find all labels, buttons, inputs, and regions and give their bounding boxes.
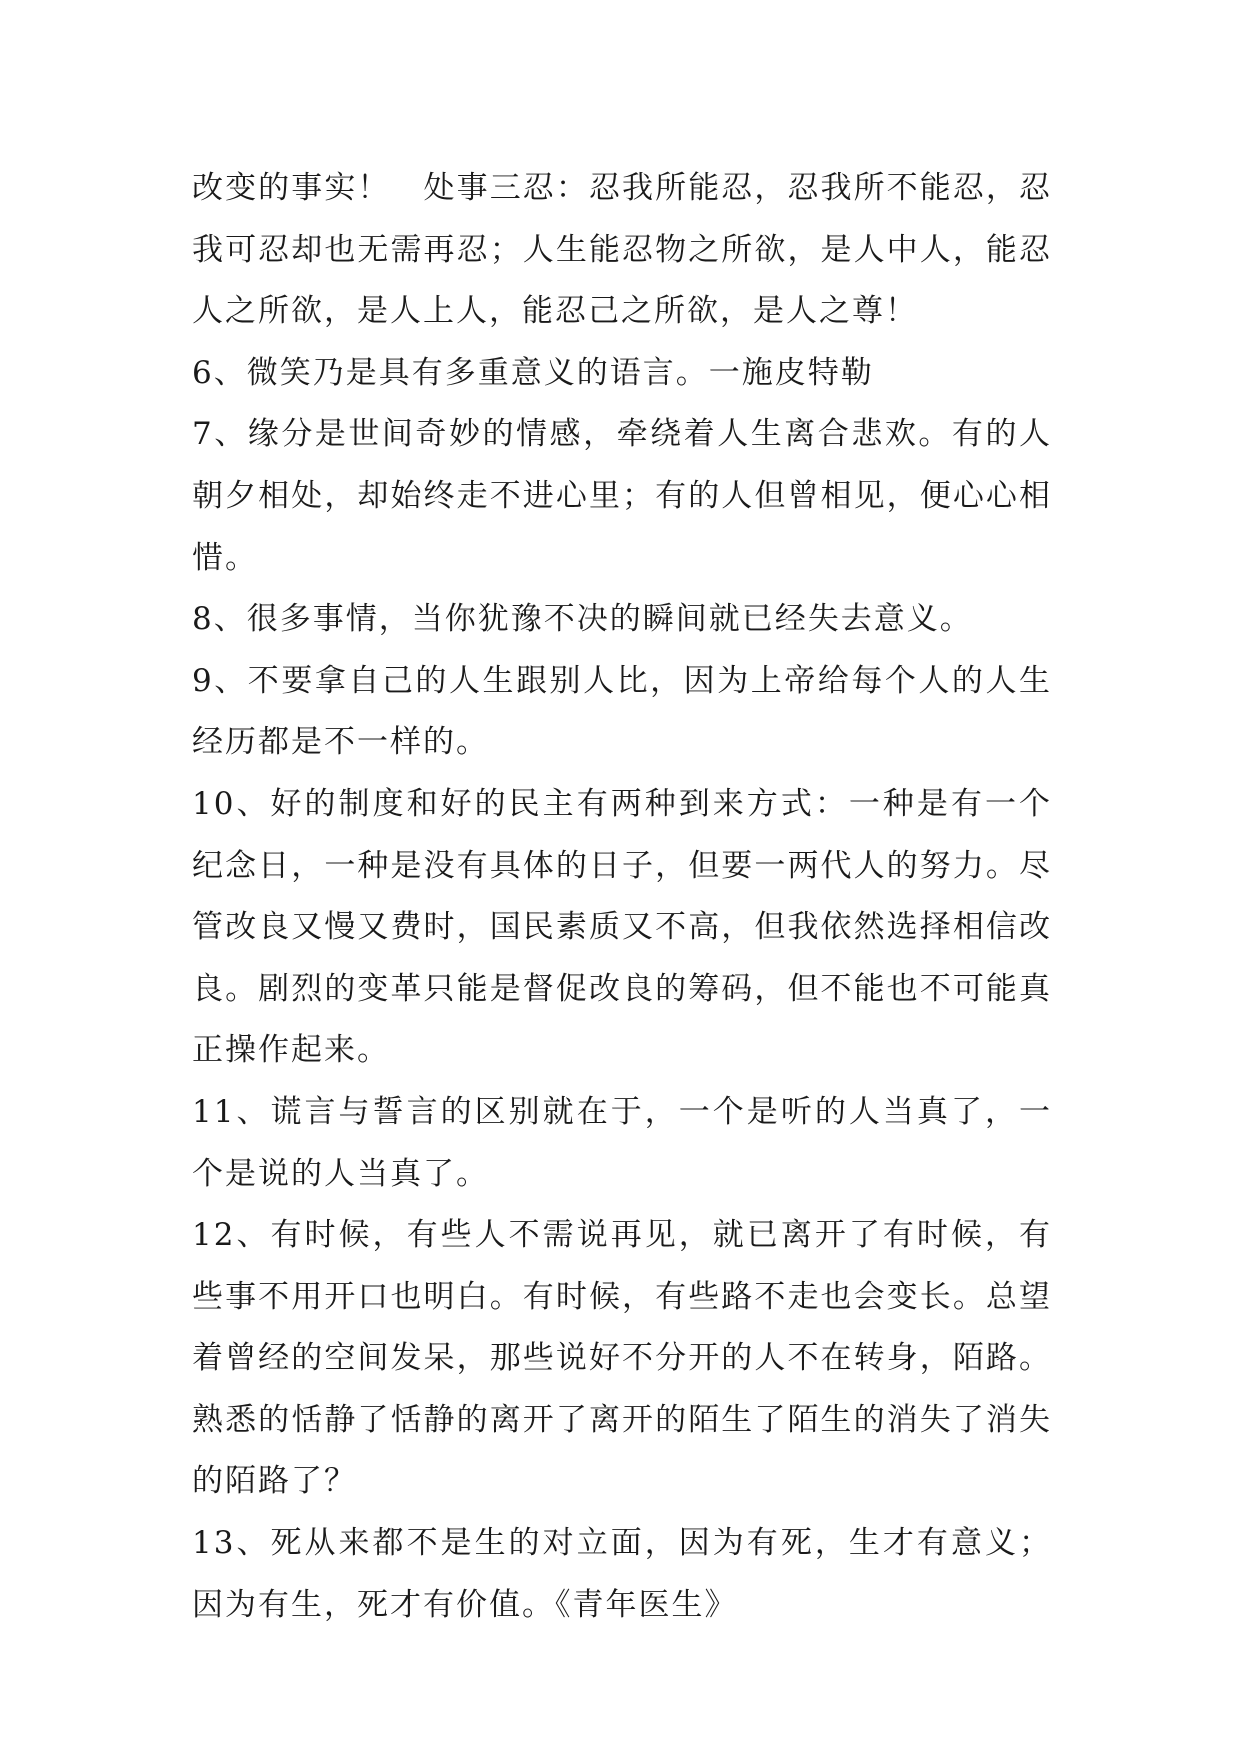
document-body <box>192 158 1052 1636</box>
paragraph-item-12: 12、有时候，有些人不需说再见，就已离开了有时候，有些事不用开口也明白。有时候，有些路不走也会变长。总望着曾经的空间发呆，那些说好不分开的人不在转身，陌路。熟悉的恬静了恬静的离开了离开的陌生了陌生的消失了消失的陌路了？ <box>192 1217 1052 1500</box>
paragraph-item-8: 8、很多事情，当你犹豫不决的瞬间就已经失去意义。 <box>192 601 973 638</box>
paragraph-item-13: 13、死从来都不是生的对立面，因为有死，生才有意义；因为有生，死才有价值。《青年医生》 <box>192 1525 1052 1623</box>
paragraph-item-9: 9、不要拿自己的人生跟别人比，因为上帝给每个人的人生经历都是不一样的。 <box>192 662 1052 761</box>
paragraph-item-10: 10、好的制度和好的民主有两种到来方式：一种是有一个纪念日，一种是没有具体的日子，但要一两代人的努力。尽管改良又慢又费时，国民素质又不高，但我依然选择相信改良。剧烈的变革只能是督促改良的筹码，但不能也不可能真正操作起来。 <box>192 785 1052 1069</box>
paragraph-item-7: 7、缘分是世间奇妙的情感，牵绕着人生离合悲欢。有的人朝夕相处，却始终走不进心里；有的人但曾相见，便心心相惜。 <box>192 416 1052 576</box>
paragraph-item-6: 6、微笑乃是具有多重意义的语言。一施皮特勒 <box>192 354 874 391</box>
paragraph-continuation: 改变的事实！ 处事三忍：忍我所能忍，忍我所不能忍，忍我可忍却也无需再忍；人生能忍物之所欲，是人中人，能忍人之所欲，是人上人，能忍己之所欲，是人之尊！ <box>192 170 1052 330</box>
paragraph-item-11: 11、谎言与誓言的区别就在于，一个是听的人当真了，一个是说的人当真了。 <box>192 1093 1052 1192</box>
